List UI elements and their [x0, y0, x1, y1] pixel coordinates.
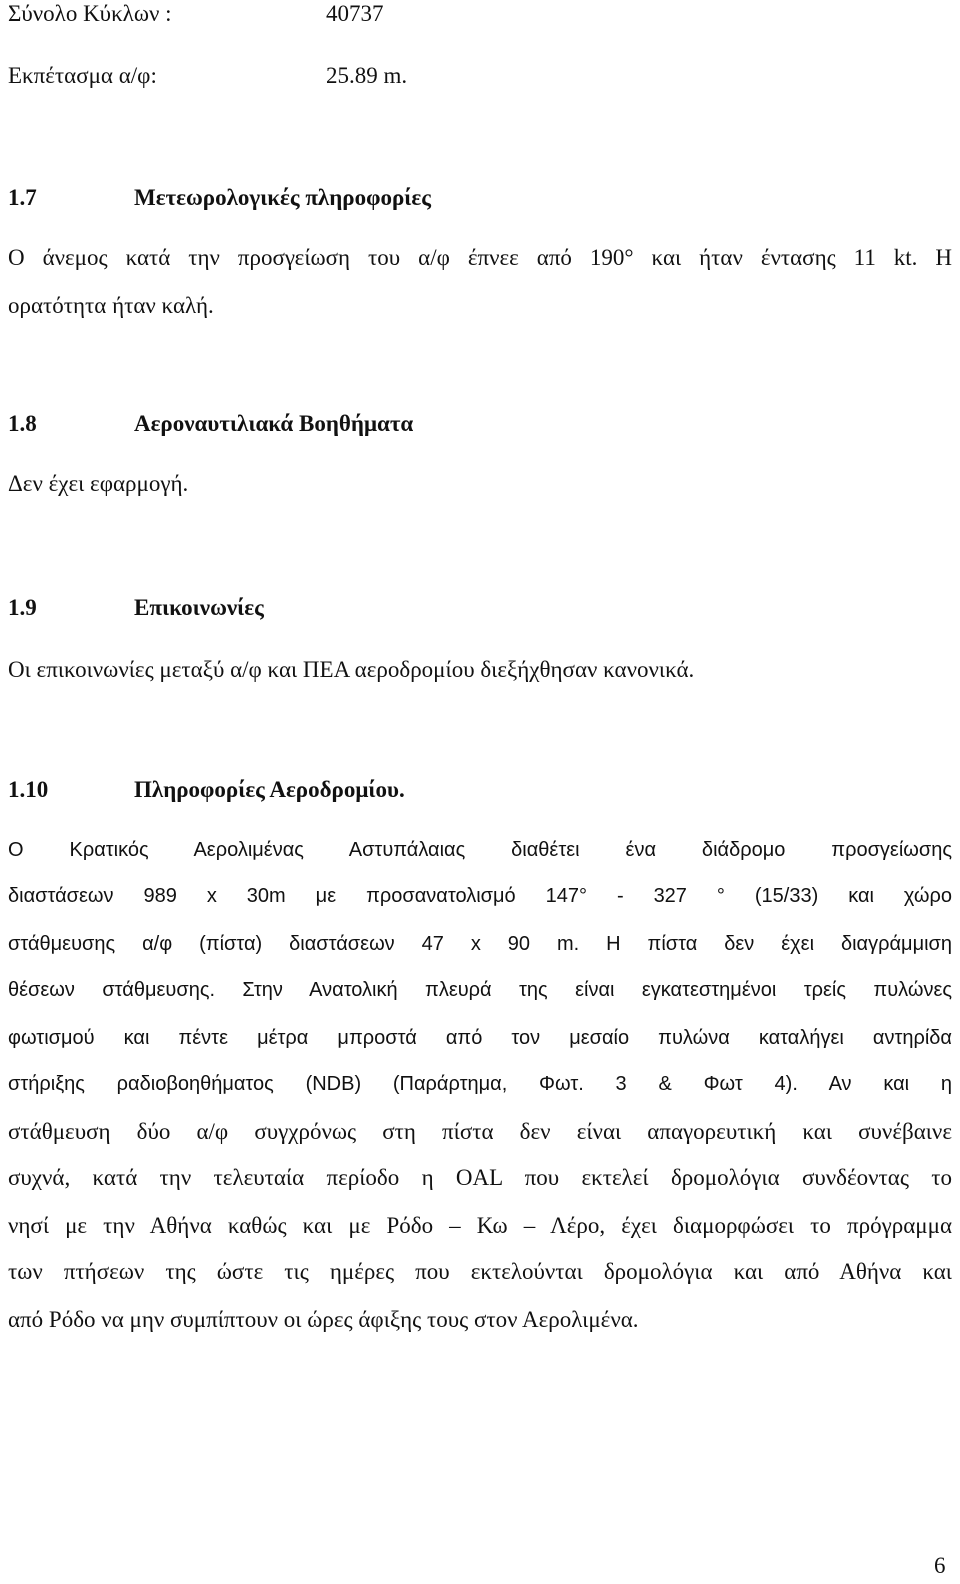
- section-1-7-line-1: Ο άνεμος κατά την προσγείωση του α/φ έπνεε από 190° και ήταν έντασης 11 kt. Η: [8, 245, 952, 270]
- paragraph-line: συχνά, κατά την τελευταία περίοδο η OAL που εκτελεί δρομολόγια συνδέοντας το: [8, 1165, 952, 1190]
- paragraph-line: διαστάσεων 989 x 30m με προσανατολισμό 147° - 327 ° (15/33) και χώρο: [8, 885, 952, 907]
- cycles-label: Σύνολο Κύκλων :: [8, 1, 172, 26]
- section-1-9-line-1: Οι επικοινωνίες μεταξύ α/φ και ΠΕΑ αεροδρομίου διεξήχθησαν κανονικά.: [8, 657, 695, 682]
- section-1-8-title: Αεροναυτιλιακά Βοηθήματα: [134, 411, 414, 436]
- wingspan-label: Εκπέτασμα α/φ:: [8, 63, 157, 88]
- wingspan-value: 25.89 m.: [326, 63, 408, 88]
- paragraph-line: από Ρόδο να μην συμπίπτουν οι ώρες άφιξης τους στον Αερολιμένα.: [8, 1307, 639, 1332]
- section-1-8-number: 1.8: [8, 411, 37, 436]
- paragraph-line: στάθμευση δύο α/φ συγχρόνως στη πίστα δεν είναι απαγορευτική και συνέβαινε: [8, 1119, 952, 1144]
- section-1-8-line-1: Δεν έχει εφαρμογή.: [8, 471, 189, 496]
- section-1-9-number: 1.9: [8, 595, 37, 620]
- cycles-value: 40737: [326, 1, 384, 26]
- paragraph-line: στήριξης ραδιοβοηθήματος (NDB) (Παράρτημα, Φωτ. 3 & Φωτ 4). Αν και η: [8, 1073, 952, 1095]
- section-1-10-title: Πληροφορίες Αεροδρομίου.: [134, 777, 405, 802]
- section-1-7-number: 1.7: [8, 185, 37, 210]
- section-1-7-title: Μετεωρολογικές πληροφορίες: [134, 185, 431, 210]
- paragraph-line: των πτήσεων της ώστε τις ημέρες που εκτελούνται δρομολόγια και από Αθήνα και: [8, 1259, 952, 1284]
- paragraph-line: Ο Κρατικός Αερολιμένας Αστυπάλαιας διαθέτει ένα διάδρομο προσγείωσης: [8, 839, 952, 861]
- page-number: 6: [934, 1553, 946, 1578]
- paragraph-line: φωτισμού και πέντε μέτρα μπροστά από τον μεσαίο πυλώνα καταλήγει αντηρίδα: [8, 1027, 952, 1049]
- section-1-7-line-2: ορατότητα ήταν καλή.: [8, 293, 214, 318]
- paragraph-line: στάθμευσης α/φ (πίστα) διαστάσεων 47 x 90 m. Η πίστα δεν έχει διαγράμμιση: [8, 933, 952, 955]
- section-1-9-title: Επικοινωνίες: [134, 595, 264, 620]
- paragraph-line: θέσεων στάθμευσης. Στην Ανατολική πλευρά της είναι εγκατεστημένοι τρείς πυλώνες: [8, 979, 952, 1001]
- paragraph-line: νησί με την Αθήνα καθώς και με Ρόδο – Κω – Λέρο, έχει διαμορφώσει το πρόγραμμα: [8, 1213, 952, 1238]
- section-1-10-number: 1.10: [8, 777, 49, 802]
